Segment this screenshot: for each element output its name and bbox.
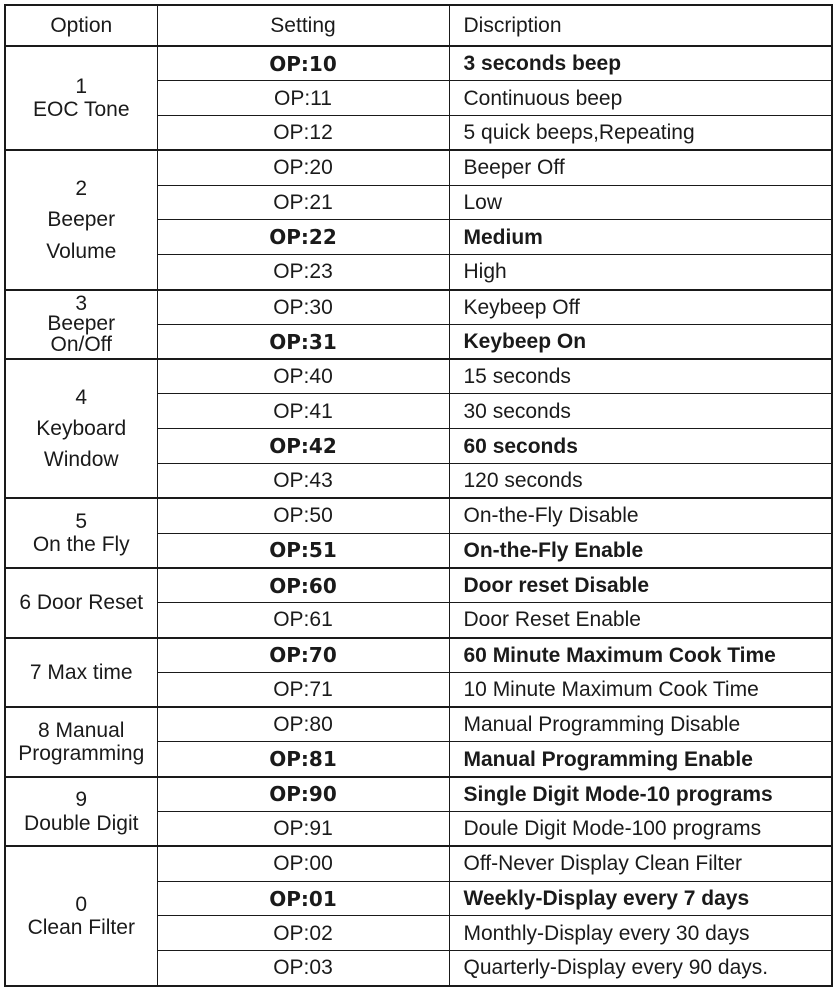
setting-code: OP:23 — [157, 255, 449, 290]
options-table-container — [4, 4, 833, 987]
setting-description: Continuous beep — [449, 81, 832, 116]
setting-code: OP:80 — [157, 707, 449, 742]
option-label-line: 1 — [75, 75, 88, 99]
setting-description: Keybeep Off — [449, 290, 832, 325]
option-label-line: 4 — [75, 386, 88, 410]
setting-code: OP:10 — [157, 46, 449, 81]
setting-code: OP:70 — [157, 638, 449, 673]
setting-description: Single Digit Mode-10 programs — [449, 777, 832, 812]
setting-description: On-the-Fly Disable — [449, 498, 832, 533]
option-label-line: 9 — [75, 788, 88, 812]
option-row — [5, 498, 832, 533]
setting-code: OP:03 — [157, 951, 449, 986]
option-row — [5, 359, 832, 394]
setting-description: Manual Programming Disable — [449, 707, 832, 742]
setting-code: OP:81 — [157, 742, 449, 777]
setting-code: OP:30 — [157, 290, 449, 325]
setting-description: Keybeep On — [449, 324, 832, 359]
option-cell — [5, 568, 157, 638]
setting-description: 5 quick beeps,Repeating — [449, 116, 832, 151]
option-label-line: Volume — [46, 239, 117, 263]
setting-description: Medium — [449, 220, 832, 255]
option-cell — [5, 290, 157, 360]
option-label-line: 5 — [75, 510, 88, 534]
setting-description: Door reset Disable — [449, 568, 832, 603]
setting-code: OP:71 — [157, 672, 449, 707]
header-row — [5, 5, 832, 46]
option-label-line: Clean Filter — [27, 915, 135, 939]
setting-code: OP:41 — [157, 394, 449, 429]
option-label-line: 2 — [75, 177, 88, 201]
option-cell — [5, 777, 157, 847]
setting-description: On-the-Fly Enable — [449, 533, 832, 568]
option-row — [5, 777, 832, 812]
setting-code: OP:42 — [157, 429, 449, 464]
setting-code: OP:40 — [157, 359, 449, 394]
header-setting: Setting — [157, 5, 449, 46]
setting-description: Low — [449, 185, 832, 220]
setting-code: OP:43 — [157, 464, 449, 499]
option-label-line: Keyboard — [36, 417, 127, 441]
setting-code: OP:31 — [157, 324, 449, 359]
option-cell — [5, 498, 157, 568]
setting-description: Manual Programming Enable — [449, 742, 832, 777]
option-label-line: Window — [43, 448, 119, 472]
setting-code: OP:11 — [157, 81, 449, 116]
option-label-line: 7 Max time — [29, 660, 133, 684]
setting-description: 3 seconds beep — [449, 46, 832, 81]
option-row — [5, 150, 832, 185]
setting-description: 120 seconds — [449, 464, 832, 499]
option-label-line: On the Fly — [32, 533, 130, 557]
option-cell — [5, 150, 157, 289]
option-label-line: Beeper — [47, 312, 116, 336]
setting-code: OP:51 — [157, 533, 449, 568]
setting-description: 30 seconds — [449, 394, 832, 429]
option-label-line: Programming — [18, 741, 145, 765]
setting-code: OP:02 — [157, 916, 449, 951]
setting-description: High — [449, 255, 832, 290]
setting-code: OP:00 — [157, 846, 449, 881]
setting-description: Off-Never Display Clean Filter — [449, 846, 832, 881]
option-row — [5, 846, 832, 881]
setting-code: OP:01 — [157, 881, 449, 916]
setting-description: Beeper Off — [449, 150, 832, 185]
setting-description: Quarterly-Display every 90 days. — [449, 951, 832, 986]
setting-code: OP:90 — [157, 777, 449, 812]
setting-description: Door Reset Enable — [449, 603, 832, 638]
option-label-line: On/Off — [50, 332, 112, 356]
option-label-line: 3 — [75, 291, 88, 315]
option-label-line: 6 Door Reset — [19, 591, 144, 615]
option-row — [5, 707, 832, 742]
header-option: Option — [5, 5, 157, 46]
option-row — [5, 568, 832, 603]
header-description: Discription — [449, 5, 832, 46]
setting-description: Weekly-Display every 7 days — [449, 881, 832, 916]
setting-description: 10 Minute Maximum Cook Time — [449, 672, 832, 707]
options-body — [5, 46, 832, 986]
setting-description: 15 seconds — [449, 359, 832, 394]
setting-description: Doule Digit Mode-100 programs — [449, 812, 832, 847]
setting-code: OP:20 — [157, 150, 449, 185]
options-table — [4, 4, 833, 987]
option-cell — [5, 359, 157, 498]
option-label-line: 0 — [75, 892, 88, 916]
option-row — [5, 638, 832, 673]
option-label-line: EOC Tone — [33, 98, 130, 122]
setting-description: 60 Minute Maximum Cook Time — [449, 638, 832, 673]
setting-code: OP:12 — [157, 116, 449, 151]
setting-description: Monthly-Display every 30 days — [449, 916, 832, 951]
option-cell — [5, 707, 157, 777]
option-row — [5, 290, 832, 325]
setting-code: OP:22 — [157, 220, 449, 255]
setting-code: OP:61 — [157, 603, 449, 638]
option-label-line: 8 Manual — [38, 718, 125, 742]
option-label-line: Beeper — [47, 208, 116, 232]
setting-code: OP:50 — [157, 498, 449, 533]
option-label-line: Double Digit — [24, 811, 139, 835]
setting-code: OP:21 — [157, 185, 449, 220]
option-row — [5, 46, 832, 81]
setting-code: OP:60 — [157, 568, 449, 603]
option-cell — [5, 46, 157, 150]
setting-description: 60 seconds — [449, 429, 832, 464]
option-cell — [5, 846, 157, 985]
option-cell — [5, 638, 157, 708]
setting-code: OP:91 — [157, 812, 449, 847]
